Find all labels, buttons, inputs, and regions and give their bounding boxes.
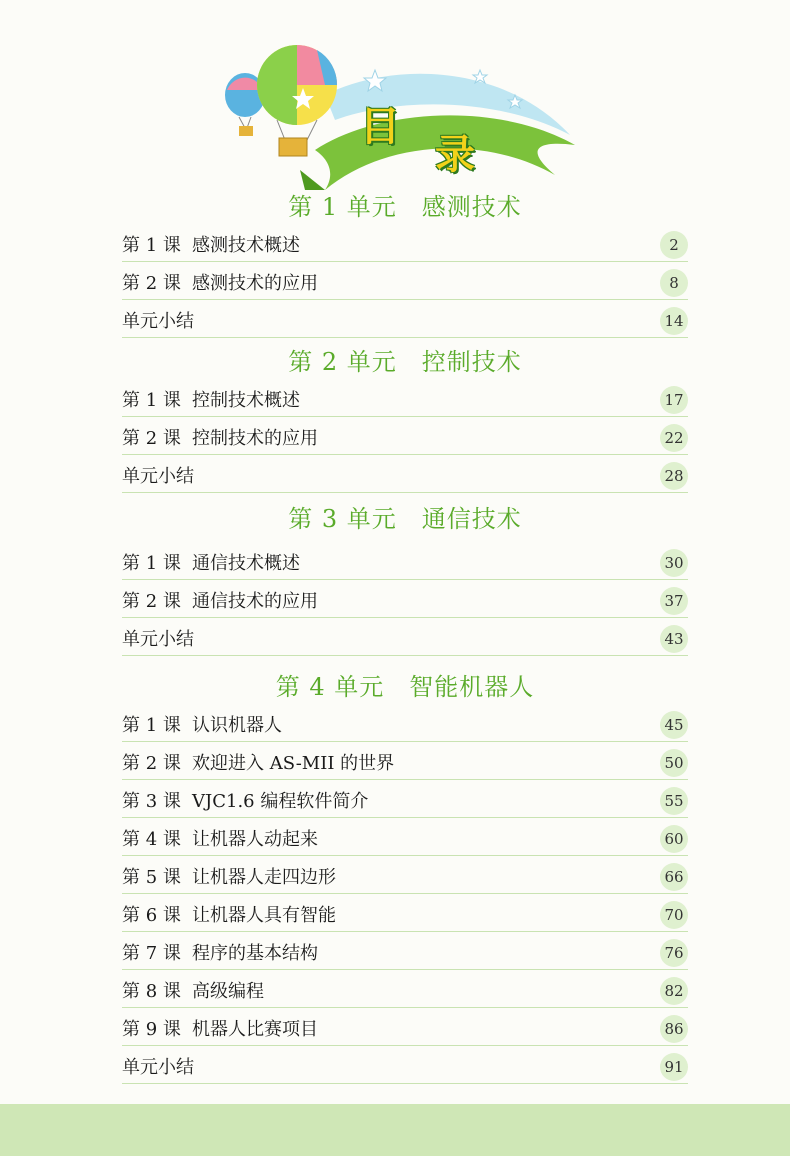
page-number-badge: 60 (660, 825, 688, 853)
page-number-badge: 30 (660, 549, 688, 577)
toc-row[interactable] (122, 417, 688, 455)
lesson-number: 第 1 课 (122, 553, 181, 574)
page-number-badge: 55 (660, 787, 688, 815)
page-number-badge: 76 (660, 939, 688, 967)
lesson-number: 第 2 课 (122, 273, 181, 294)
lesson-number: 第 5 课 (122, 867, 181, 888)
lesson-number: 第 1 课 (122, 390, 181, 411)
lesson-name: 单元小结 (122, 629, 194, 650)
lesson-number: 第 2 课 (122, 753, 181, 774)
page-number-badge: 22 (660, 424, 688, 452)
lesson-name: 单元小结 (122, 1057, 194, 1078)
unit-section (122, 345, 688, 493)
toc-row[interactable] (122, 379, 688, 417)
toc-row[interactable] (122, 580, 688, 618)
lesson-number: 第 8 课 (122, 981, 181, 1002)
toc-title (350, 95, 500, 178)
lesson-name: 高级编程 (192, 981, 264, 1002)
toc-row[interactable] (122, 455, 688, 493)
page-number-badge: 91 (660, 1053, 688, 1081)
lesson-name: 控制技术的应用 (192, 428, 318, 449)
toc-row[interactable] (122, 224, 688, 262)
page-number-badge: 86 (660, 1015, 688, 1043)
page-number-badge: 37 (660, 587, 688, 615)
lesson-number: 第 1 课 (122, 715, 181, 736)
lesson-name: 让机器人走四边形 (192, 867, 336, 888)
page-number-badge: 8 (660, 269, 688, 297)
page-number-badge: 14 (660, 307, 688, 335)
toc-row[interactable] (122, 818, 688, 856)
page-number-badge: 66 (660, 863, 688, 891)
unit-title: 第 2 单元 控制技术 (288, 348, 522, 376)
unit-title: 第 1 单元 感测技术 (288, 193, 522, 221)
page-number-badge: 2 (660, 231, 688, 259)
lesson-number: 第 6 课 (122, 905, 181, 926)
lesson-number: 第 2 课 (122, 591, 181, 612)
toc-row[interactable] (122, 970, 688, 1008)
lesson-name: VJC1.6 编程软件简介 (192, 791, 369, 812)
toc-row[interactable] (122, 742, 688, 780)
toc-row[interactable] (122, 262, 688, 300)
lesson-name: 机器人比赛项目 (192, 1019, 318, 1040)
toc-row[interactable] (122, 894, 688, 932)
lesson-number: 第 4 课 (122, 829, 181, 850)
page-number-badge: 82 (660, 977, 688, 1005)
lesson-name: 认识机器人 (192, 715, 282, 736)
toc-row[interactable] (122, 780, 688, 818)
lesson-name: 单元小结 (122, 311, 194, 332)
lesson-name: 让机器人具有智能 (192, 905, 336, 926)
page-number-badge: 28 (660, 462, 688, 490)
toc-row[interactable] (122, 856, 688, 894)
toc-row[interactable] (122, 1046, 688, 1084)
toc-row[interactable] (122, 704, 688, 742)
lesson-name: 通信技术概述 (192, 553, 300, 574)
lesson-name: 单元小结 (122, 466, 194, 487)
unit-section (122, 670, 688, 1084)
lesson-name: 控制技术概述 (192, 390, 300, 411)
unit-title: 第 3 单元 通信技术 (288, 505, 522, 533)
page-number-badge: 17 (660, 386, 688, 414)
unit-title: 第 4 单元 智能机器人 (275, 673, 535, 701)
toc-row[interactable] (122, 300, 688, 338)
lesson-name: 感测技术概述 (192, 235, 300, 256)
page-number-badge: 45 (660, 711, 688, 739)
lesson-number: 第 7 课 (122, 943, 181, 964)
lesson-name: 欢迎进入 AS-MII 的世界 (192, 753, 395, 774)
lesson-number: 第 1 课 (122, 235, 181, 256)
lesson-name: 让机器人动起来 (192, 829, 318, 850)
footer-band (0, 1104, 790, 1156)
page-number-badge: 70 (660, 901, 688, 929)
toc-title-char-1: 目 (360, 104, 400, 150)
unit-section (122, 502, 688, 656)
lesson-name: 程序的基本结构 (192, 943, 318, 964)
page-number-badge: 50 (660, 749, 688, 777)
toc-row[interactable] (122, 536, 688, 580)
toc-row[interactable] (122, 618, 688, 656)
lesson-number: 第 2 课 (122, 428, 181, 449)
lesson-number: 第 9 课 (122, 1019, 181, 1040)
lesson-name: 感测技术的应用 (192, 273, 318, 294)
page-number-badge: 43 (660, 625, 688, 653)
lesson-name: 通信技术的应用 (192, 591, 318, 612)
toc-title-char-2: 录 (435, 132, 475, 178)
toc-row[interactable] (122, 1008, 688, 1046)
unit-section (122, 190, 688, 338)
lesson-number: 第 3 课 (122, 791, 181, 812)
toc-row[interactable] (122, 932, 688, 970)
